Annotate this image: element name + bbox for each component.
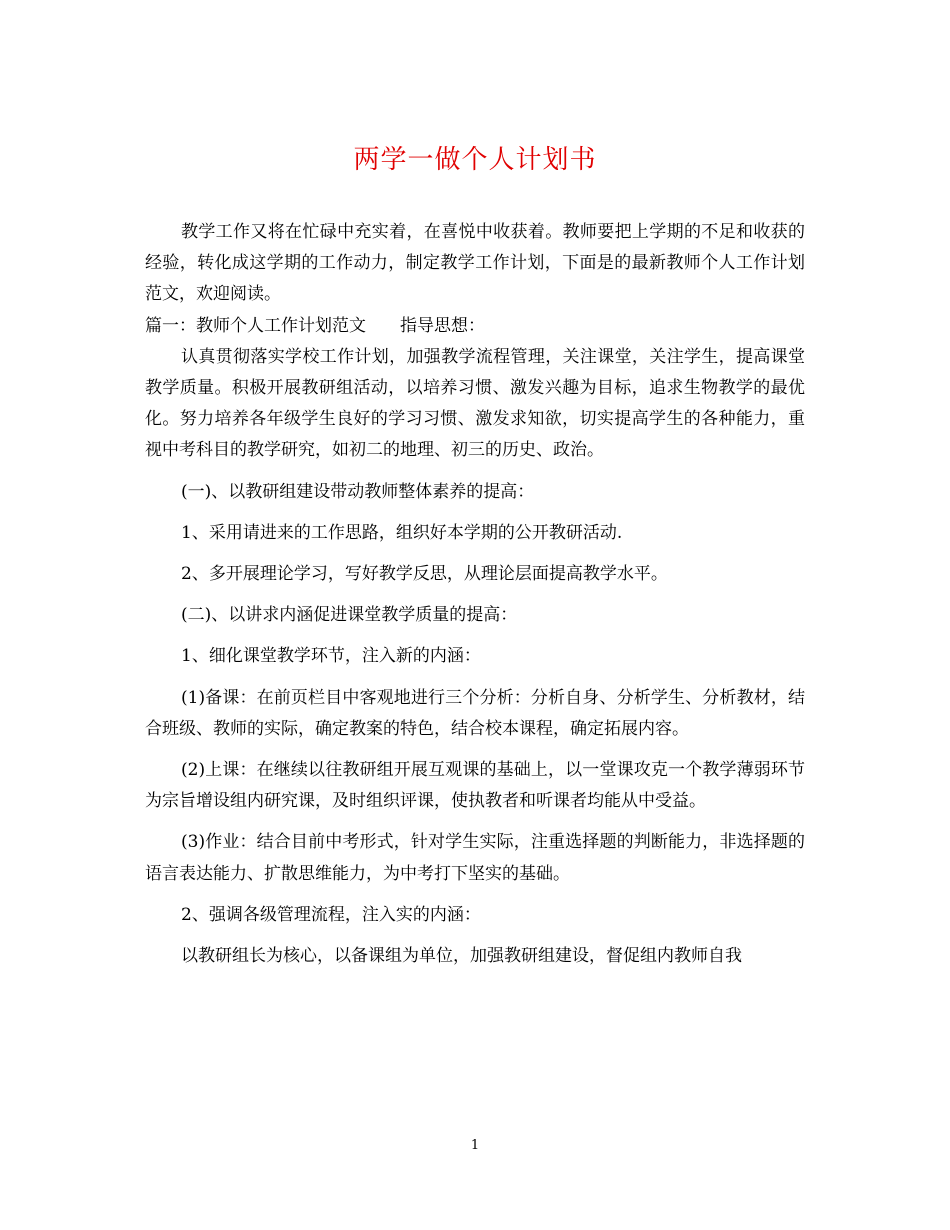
paragraph-section-heading: 篇一：教师个人工作计划范文 指导思想： [145,315,485,336]
document-body [145,217,805,972]
paragraph-item-2-2: 2、强调各级管理流程，注入实的内涵： [181,904,481,925]
paragraph-lesson-prep: (1)备课：在前页栏目中客观地进行三个分析：分析自身、分析学生、分析教材，结合班级、教师的实际，确定教案的特色，结合校本课程，确定拓展内容。 [145,687,805,739]
paragraph-teaching: (2)上课：在继续以往教研组开展互观课的基础上，以一堂课攻克一个教学薄弱环节为宗旨增设组内研究课，及时组织评课，使执教者和听课者均能从中受益。 [145,760,805,812]
paragraph-heading-1: (一)、以教研组建设带动教师整体素养的提高： [181,481,535,502]
paragraph-item-2-1: 1、细化课堂教学环节，注入新的内涵： [181,646,481,667]
paragraph-homework: (3)作业：结合目前中考形式，针对学生实际，注重选择题的判断能力，非选择题的语言表达能力、扩散思维能力，为中考打下坚实的基础。 [145,832,805,884]
paragraph-item-1-2: 2、多开展理论学习，写好教学反思，从理论层面提高教学水平。 [181,564,668,585]
paragraph-management: 以教研组长为核心，以备课组为单位，加强教研组建设，督促组内教师自我 [181,946,742,967]
document-title: 两学一做个人计划书 [353,145,597,175]
paragraph-item-1-1: 1、采用请进来的工作思路，组织好本学期的公开教研活动. [181,522,623,543]
paragraph-heading-2: (二)、以讲求内涵促进课堂教学质量的提高： [181,605,518,626]
page-number: 1 [470,1138,480,1153]
paragraph-intro: 教学工作又将在忙碌中充实着，在喜悦中收获着。教师要把上学期的不足和收获的经验，转化成这学期的工作动力，制定教学工作计划，下面是的最新教师个人工作计划范文，欢迎阅读。 [145,222,805,305]
paragraph-guiding-thought: 认真贯彻落实学校工作计划，加强教学流程管理，关注课堂，关注学生，提高课堂教学质量。积极开展教研组活动，以培养习惯、激发兴趣为目标，追求生物教学的最优化。努力培养各年级学生良好的学习习惯、激发求知欲，切实提高学生的各种能力，重视中考科目的教学研究，如初二的地理、初三的历史、政治。 [145,346,805,461]
